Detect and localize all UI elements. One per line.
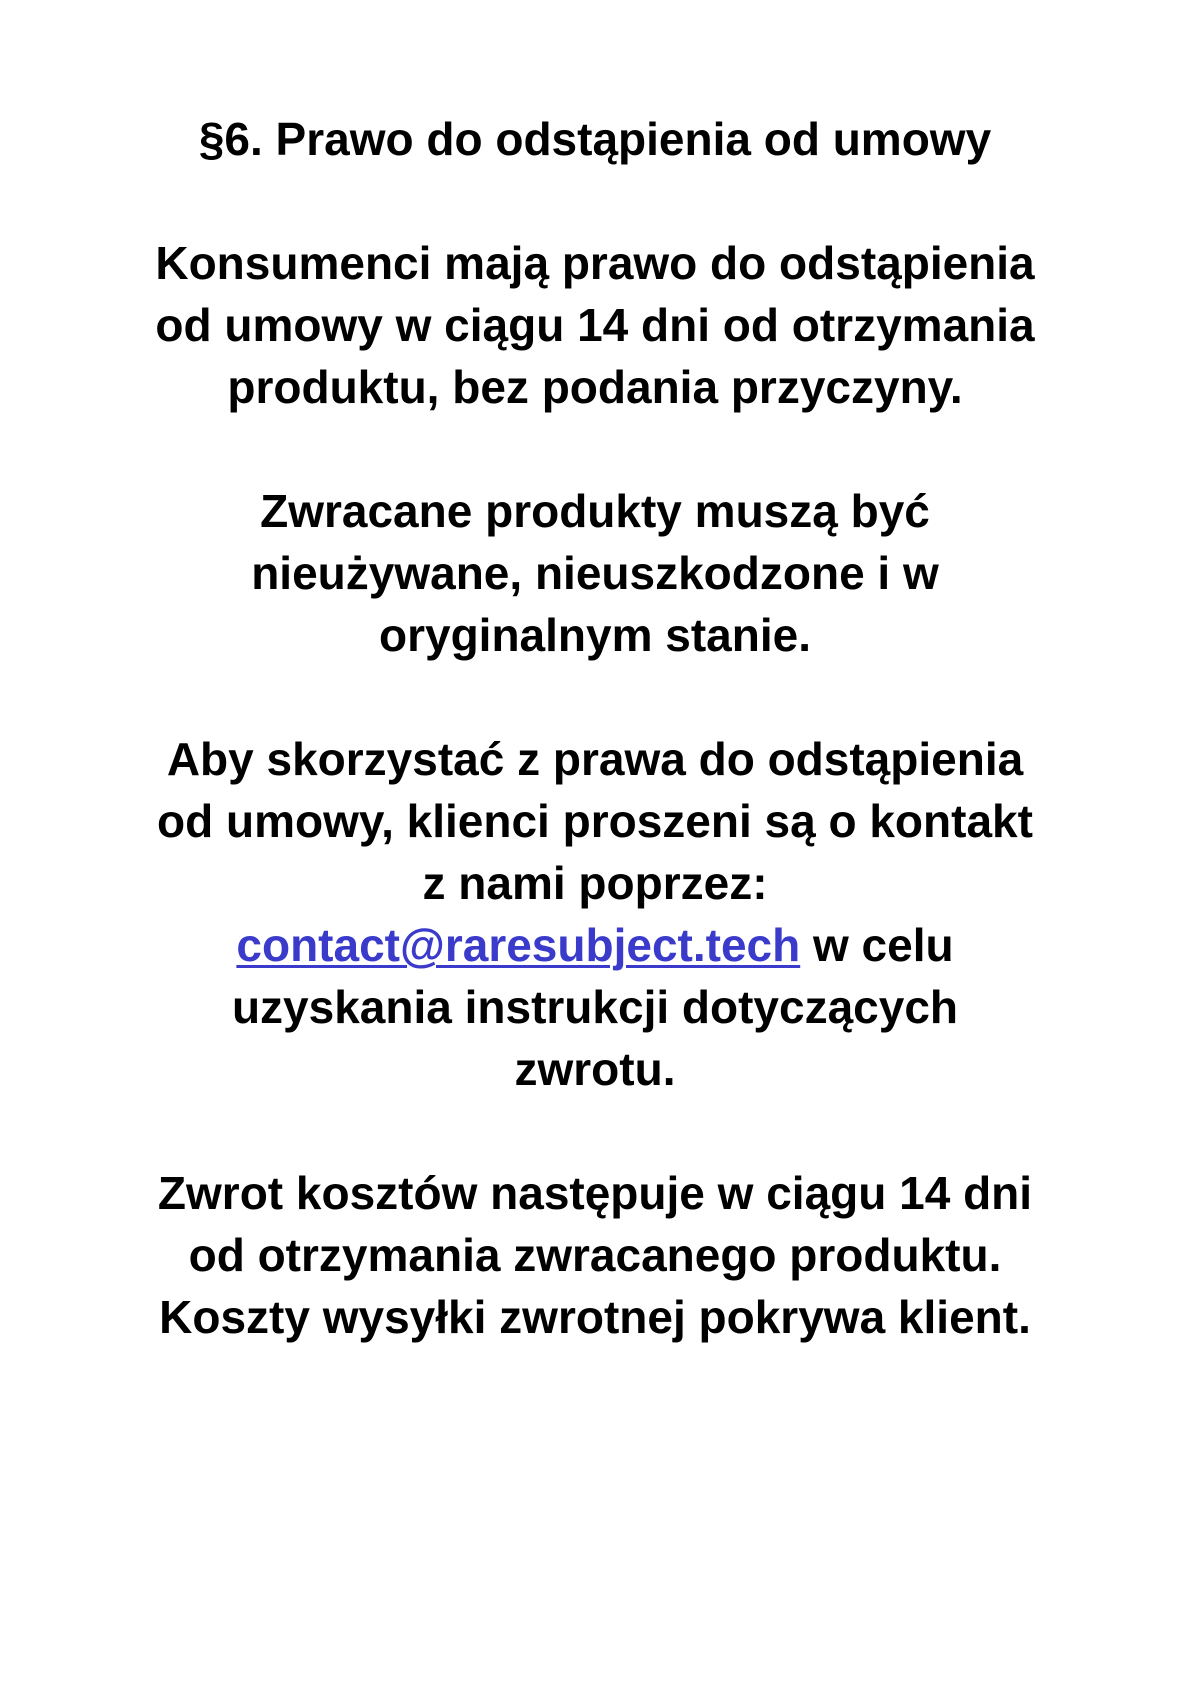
paragraph-line: nieużywane, nieuszkodzone i w	[251, 547, 939, 599]
document-body	[95, 108, 1095, 1410]
paragraph-line: zwrotu.	[514, 1043, 676, 1095]
contact-email-link[interactable]: contact@raresubject.tech	[236, 919, 801, 971]
section-heading-text: §6. Prawo do odstąpienia od umowy	[198, 113, 992, 165]
paragraph-line: produktu, bez podania przyczyny.	[227, 361, 963, 413]
paragraph-contact-instructions	[95, 728, 1095, 1100]
email-line	[95, 914, 1095, 976]
paragraph-line: Koszty wysyłki zwrotnej pokrywa klient.	[159, 1291, 1031, 1343]
paragraph-line: Aby skorzystać z prawa do odstąpienia	[166, 733, 1024, 785]
paragraph-line: Zwrot kosztów następuje w ciągu 14 dni	[157, 1167, 1033, 1219]
paragraph-line: od umowy, klienci proszeni są o kontakt	[157, 795, 1033, 847]
paragraph-line: Konsumenci mają prawo do odstąpienia	[155, 237, 1035, 289]
paragraph-line: z nami poprzez:	[422, 857, 768, 909]
paragraph-refund-terms	[95, 1162, 1095, 1348]
paragraph-line: od otrzymania zwracanego produktu.	[188, 1229, 1002, 1281]
paragraph-product-condition	[95, 480, 1095, 666]
email-line-suffix: w celu	[800, 919, 954, 971]
paragraph-line: od umowy w ciągu 14 dni od otrzymania	[155, 299, 1035, 351]
paragraph-line: Zwracane produkty muszą być	[260, 485, 930, 537]
paragraph-withdrawal-right	[95, 232, 1095, 418]
paragraph-line: oryginalnym stanie.	[378, 609, 811, 661]
paragraph-line: uzyskania instrukcji dotyczących	[231, 981, 959, 1033]
section-heading	[95, 108, 1095, 170]
